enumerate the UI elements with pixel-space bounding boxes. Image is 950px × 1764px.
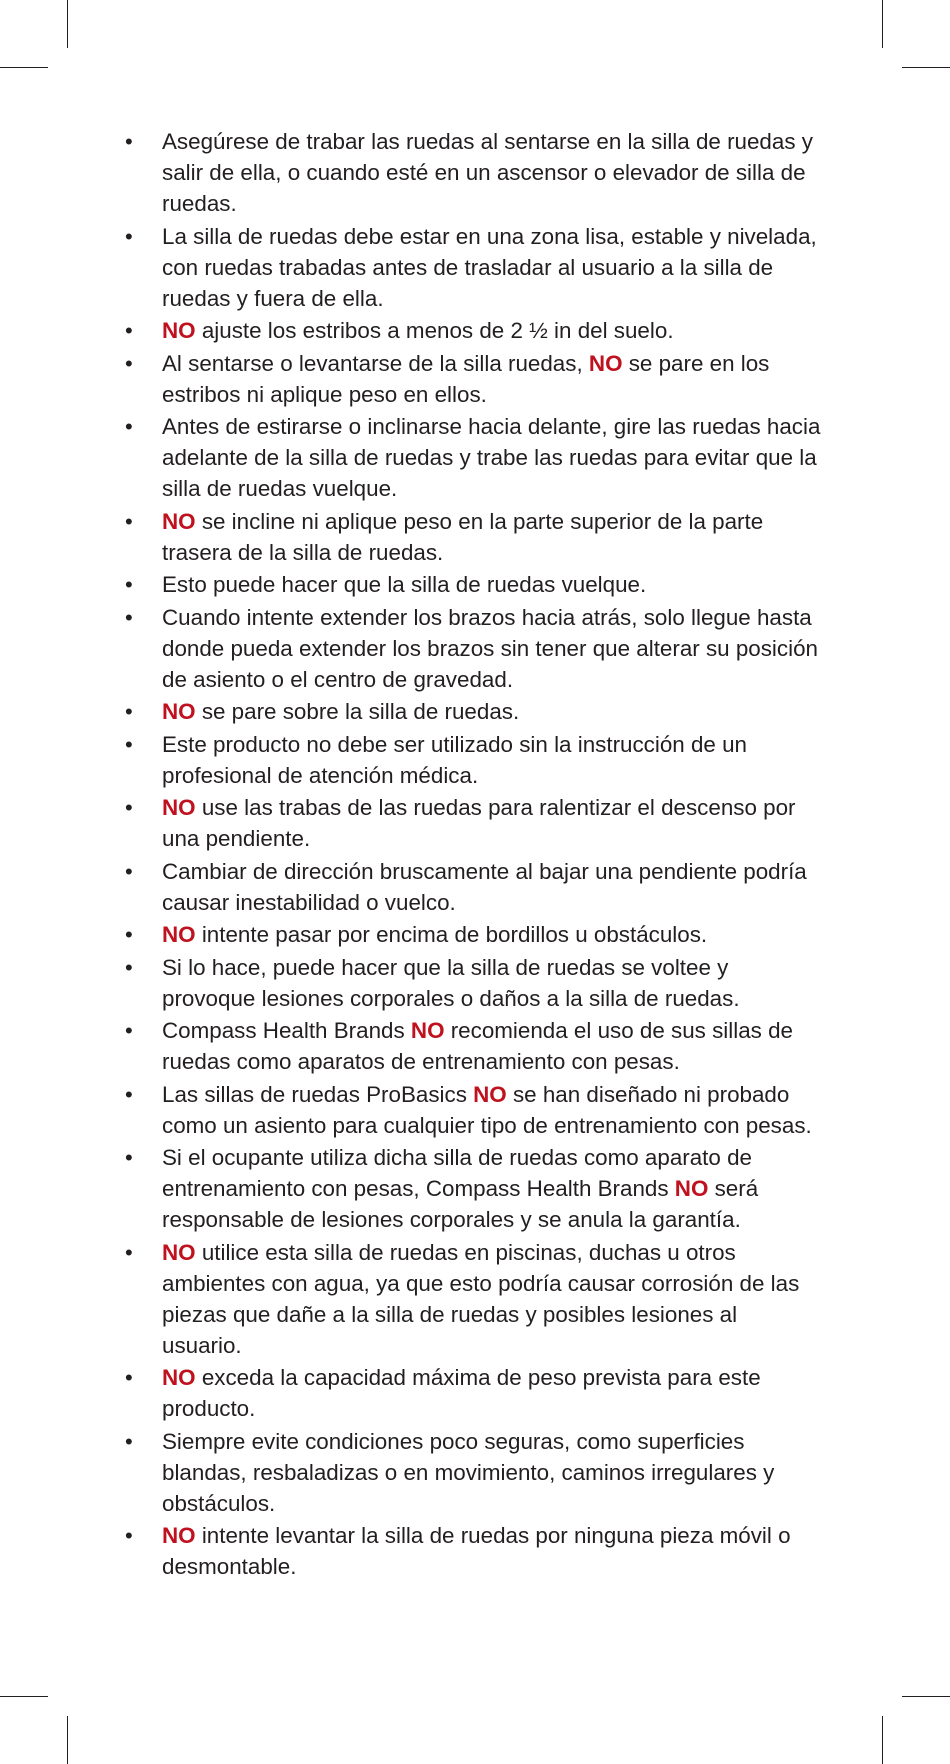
- warning-text-segment: se pare en los estribos ni aplique peso en ellos.: [162, 350, 770, 407]
- warning-text-segment: recomienda el uso de sus sillas de ruedas como aparatos de entrenamiento con pesas.: [162, 1018, 793, 1074]
- warning-item: [122, 1426, 822, 1519]
- bullet-icon: •: [125, 350, 133, 376]
- warning-item: [122, 126, 822, 219]
- warning-text-segment: Al sentarse o levantarse de la silla ruedas,: [162, 350, 589, 376]
- warning-text-segment: Siempre evite condiciones poco seguras, como superficies blandas, resbaladizas o en movimiento, caminos irregulares y obstáculos.: [162, 1428, 775, 1516]
- warning-text-segment: exceda la capacidad máxima de peso prevista para este producto.: [162, 1365, 761, 1421]
- warning-text: [162, 224, 817, 311]
- bullet-icon: •: [125, 223, 133, 249]
- no-emphasis: NO: [162, 1239, 196, 1265]
- bullet-icon: •: [125, 1145, 133, 1170]
- warning-text-segment: será responsable de lesiones corporales y se anula la garantía.: [162, 1176, 759, 1232]
- warning-text-segment: utilice esta silla de ruedas en piscinas, duchas u otros ambientes con agua, ya que esto podría causar corrosión de las piezas que dañe a la silla de ruedas y posibles lesiones al usuario.: [162, 1239, 800, 1358]
- crop-mark-bottom-right-horizontal: [902, 1696, 950, 1697]
- warning-text-segment: Cambiar de dirección bruscamente al bajar una pendiente podría causar inestabilidad o vuelco.: [162, 858, 807, 915]
- warning-item: [122, 506, 822, 568]
- bullet-icon: •: [125, 129, 133, 154]
- bullet-icon: •: [125, 1428, 133, 1454]
- bullet-icon: •: [125, 1081, 133, 1107]
- warning-text: [162, 1429, 774, 1516]
- warning-item: [122, 919, 822, 950]
- warning-text: [162, 351, 769, 407]
- warning-item: [122, 1015, 822, 1077]
- warning-text: [162, 1523, 791, 1579]
- crop-mark-top-left-vertical: [67, 0, 68, 48]
- bullet-icon: •: [125, 604, 133, 630]
- warning-text-segment: Si el ocupante utiliza dicha silla de ruedas como aparato de entrenamiento con pesas, Compass Health Brands: [162, 1145, 752, 1201]
- warning-text-segment: Asegúrese de trabar las ruedas al sentarse en la silla de ruedas y salir de ella, o cuando esté en un ascensor o elevador de silla de ruedas.: [162, 129, 813, 216]
- no-emphasis: NO: [162, 1365, 196, 1390]
- warning-item: [122, 856, 822, 918]
- warning-item: [122, 952, 822, 1014]
- crop-mark-bottom-right-vertical: [882, 1716, 883, 1764]
- bullet-icon: •: [125, 572, 133, 597]
- warning-item: [122, 1362, 822, 1424]
- warning-item: [122, 1520, 822, 1582]
- no-emphasis: NO: [473, 1081, 507, 1107]
- bullet-icon: •: [125, 954, 133, 980]
- warning-text: [162, 1365, 761, 1421]
- warning-item: [122, 1237, 822, 1361]
- warning-text-segment: use las trabas de las ruedas para ralentizar el descenso por una pendiente.: [162, 795, 796, 851]
- bullet-icon: •: [125, 414, 133, 439]
- no-emphasis: NO: [162, 922, 196, 947]
- warning-item: [122, 221, 822, 314]
- crop-mark-bottom-left-vertical: [67, 1716, 68, 1764]
- warning-text: [162, 318, 674, 343]
- warning-text-segment: intente levantar la silla de ruedas por ninguna pieza móvil o desmontable.: [162, 1523, 791, 1579]
- warning-item: [122, 569, 822, 600]
- warning-item: [122, 315, 822, 346]
- bullet-icon: •: [125, 922, 133, 947]
- warning-text: [162, 955, 740, 1011]
- warning-item: [122, 792, 822, 854]
- warning-item: [122, 729, 822, 791]
- warning-text: [162, 922, 707, 947]
- warning-text-segment: Si lo hace, puede hacer que la silla de ruedas se voltee y provoque lesiones corporales o daños a la silla de ruedas.: [162, 954, 740, 1011]
- warning-text-segment: Este producto no debe ser utilizado sin la instrucción de un profesional de atención médica.: [162, 731, 747, 788]
- crop-mark-bottom-left-horizontal: [0, 1696, 48, 1697]
- warning-text: [162, 605, 818, 692]
- warning-text-segment: Compass Health Brands: [162, 1018, 411, 1043]
- warning-item: [122, 696, 822, 727]
- warning-item: [122, 1142, 822, 1235]
- bullet-icon: •: [125, 508, 133, 534]
- crop-mark-top-left-horizontal: [0, 67, 48, 68]
- no-emphasis: NO: [588, 350, 623, 376]
- warning-text: [162, 795, 796, 851]
- warnings-section: [122, 126, 822, 1584]
- warning-text-segment: ajuste los estribos a menos de 2 ½ in del suelo.: [195, 318, 674, 343]
- no-emphasis: NO: [162, 1523, 196, 1548]
- warning-text: [162, 1145, 758, 1232]
- warning-text: [162, 129, 813, 216]
- warning-text-segment: se pare sobre la silla de ruedas.: [195, 699, 520, 724]
- warning-text-segment: Antes de estirarse o inclinarse hacia delante, gire las ruedas hacia adelante de la silla de ruedas y trabe las ruedas para evitar que la silla de ruedas vuelque.: [162, 414, 821, 501]
- warning-item: [122, 348, 822, 410]
- warning-text: [162, 859, 807, 915]
- warning-text: [162, 509, 763, 565]
- warning-text-segment: La silla de ruedas debe estar en una zona lisa, estable y nivelada, con ruedas trabadas antes de trasladar al usuario a la silla de ruedas y fuera de ella.: [162, 223, 817, 311]
- warning-list: [122, 126, 822, 1582]
- no-emphasis: NO: [162, 508, 196, 534]
- crop-mark-top-right-horizontal: [902, 67, 950, 68]
- bullet-icon: •: [125, 858, 133, 884]
- no-emphasis: NO: [162, 318, 196, 343]
- bullet-icon: •: [125, 699, 133, 724]
- warning-text-segment: se incline ni aplique peso en la parte superior de la parte trasera de la silla de ruedas.: [162, 508, 764, 565]
- no-emphasis: NO: [410, 1018, 445, 1043]
- warning-text: [162, 732, 747, 788]
- warning-item: [122, 1079, 822, 1141]
- crop-mark-top-right-vertical: [882, 0, 883, 48]
- warning-text-segment: Esto puede hacer que la silla de ruedas vuelque.: [162, 572, 647, 597]
- bullet-icon: •: [125, 318, 133, 343]
- warning-text-segment: se han diseñado ni probado como un asiento para cualquier tipo de entrenamiento con pesas.: [162, 1081, 812, 1138]
- warning-text: [162, 414, 820, 501]
- no-emphasis: NO: [162, 699, 196, 724]
- warning-text: [162, 1018, 793, 1074]
- warning-text-segment: intente pasar por encima de bordillos u obstáculos.: [195, 922, 708, 947]
- bullet-icon: •: [125, 1365, 133, 1390]
- bullet-icon: •: [125, 1523, 133, 1548]
- bullet-icon: •: [125, 1018, 133, 1043]
- warning-text: [162, 1240, 799, 1358]
- warning-item: [122, 602, 822, 695]
- warning-text-segment: Las sillas de ruedas ProBasics: [162, 1081, 474, 1107]
- warning-text: [162, 572, 646, 597]
- no-emphasis: NO: [162, 795, 196, 820]
- warning-text: [162, 699, 519, 724]
- bullet-icon: •: [125, 731, 133, 757]
- warning-text-segment: Cuando intente extender los brazos hacia atrás, solo llegue hasta donde pueda extender los brazos sin tener que alterar su posición de asiento o el centro de gravedad.: [162, 604, 818, 692]
- bullet-icon: •: [125, 795, 133, 820]
- warning-item: [122, 411, 822, 504]
- bullet-icon: •: [125, 1239, 133, 1265]
- warning-text: [162, 1082, 812, 1138]
- no-emphasis: NO: [674, 1176, 709, 1201]
